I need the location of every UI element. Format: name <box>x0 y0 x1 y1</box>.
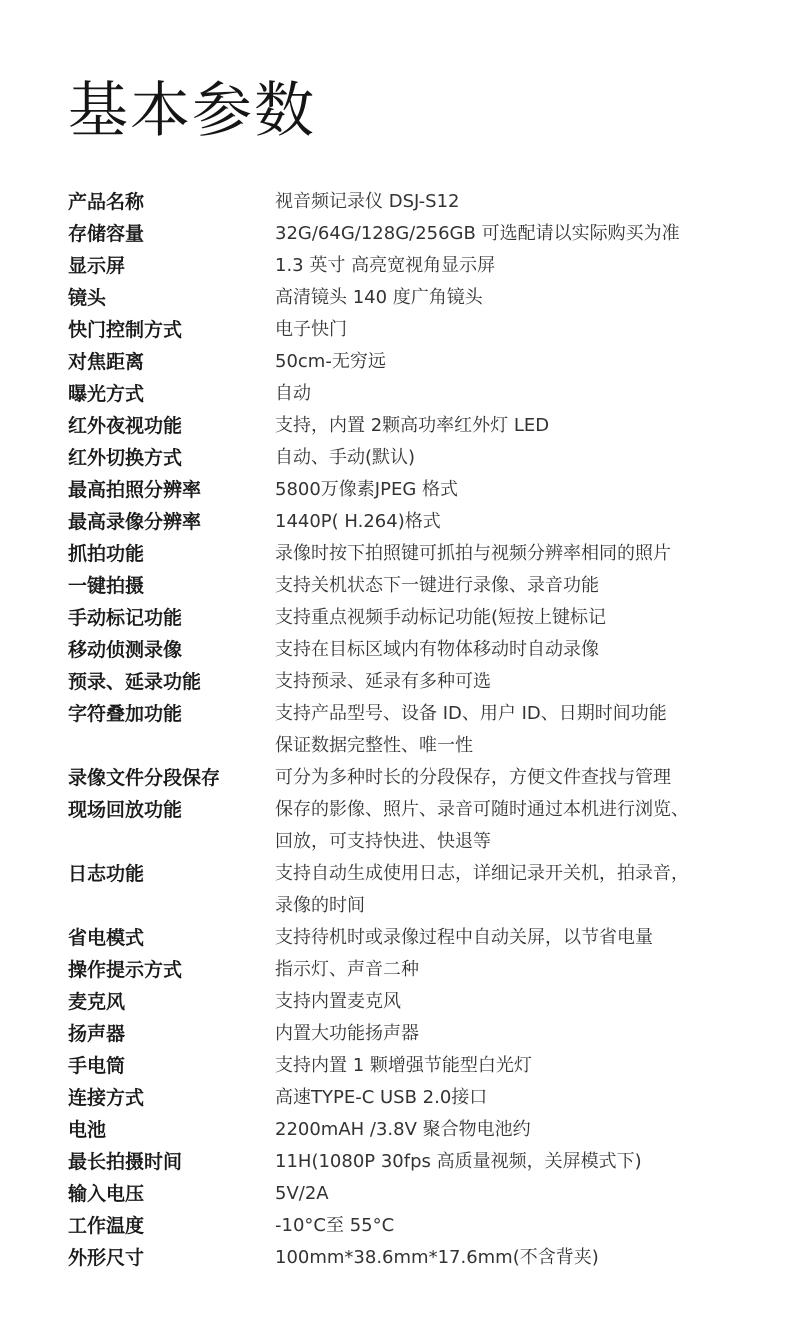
spec-value-line: 自动、手动(默认) <box>275 447 416 468</box>
spec-value-line: 支持在目标区域内有物体移动时自动录像 <box>275 639 599 660</box>
spec-value-line: 50cm-无穷远 <box>275 351 386 372</box>
spec-value <box>275 1178 748 1210</box>
spec-value <box>275 698 748 762</box>
spec-value-line: 5V/2A <box>275 1183 329 1204</box>
spec-row <box>68 922 748 954</box>
spec-value-line: 内置大功能扬声器 <box>275 1023 419 1044</box>
spec-value <box>275 666 748 698</box>
spec-label: 抓拍功能 <box>68 543 145 565</box>
spec-value-line: 保证数据完整性、唯一性 <box>275 735 473 756</box>
spec-value-line: 100mm*38.6mm*17.6mm(不含背夹) <box>275 1247 599 1268</box>
spec-value-line: 电子快门 <box>275 319 347 340</box>
spec-value <box>275 794 748 858</box>
spec-value-line: 保存的影像、照片、录音可随时通过本机进行浏览、 <box>275 799 689 820</box>
spec-value <box>275 346 748 378</box>
spec-label: 红外夜视功能 <box>68 415 183 437</box>
spec-value <box>275 1242 748 1274</box>
spec-label: 输入电压 <box>68 1183 145 1205</box>
spec-value <box>275 378 748 410</box>
spec-row <box>68 986 748 1018</box>
spec-row <box>68 410 748 442</box>
spec-value <box>275 218 748 250</box>
spec-row <box>68 954 748 986</box>
spec-value-line: 高速TYPE-C USB 2.0接口 <box>275 1087 488 1108</box>
spec-value <box>275 474 748 506</box>
spec-label: 快门控制方式 <box>68 319 183 341</box>
spec-label: 手动标记功能 <box>68 607 183 629</box>
spec-label: 电池 <box>68 1119 107 1141</box>
spec-value <box>275 570 748 602</box>
spec-value <box>275 506 748 538</box>
spec-value-line: 支持重点视频手动标记功能(短按上键标记 <box>275 607 607 628</box>
spec-row <box>68 794 748 858</box>
spec-label: 录像文件分段保存 <box>68 767 221 789</box>
spec-row <box>68 1082 748 1114</box>
spec-row <box>68 378 748 410</box>
spec-label: 操作提示方式 <box>68 959 183 981</box>
spec-value-line: 1.3 英寸 高亮宽视角显示屏 <box>275 255 496 276</box>
spec-row <box>68 250 748 282</box>
spec-value <box>275 634 748 666</box>
spec-label: 连接方式 <box>68 1087 145 1109</box>
spec-row <box>68 218 748 250</box>
spec-row <box>68 346 748 378</box>
spec-label: 一键拍摄 <box>68 575 145 597</box>
spec-label: 麦克风 <box>68 991 126 1013</box>
spec-value-line: 支持内置 1 颗增强节能型白光灯 <box>275 1055 532 1076</box>
spec-value <box>275 1114 748 1146</box>
spec-row <box>68 602 748 634</box>
spec-row <box>68 442 748 474</box>
spec-row <box>68 1178 748 1210</box>
spec-label: 扬声器 <box>68 1023 126 1045</box>
spec-value <box>275 762 748 794</box>
spec-label: 对焦距离 <box>68 351 145 373</box>
spec-value-line: 支持产品型号、设备 ID、用户 ID、日期时间功能 <box>275 703 667 724</box>
spec-value <box>275 442 748 474</box>
spec-value <box>275 602 748 634</box>
spec-table <box>68 186 748 1274</box>
spec-row <box>68 1242 748 1274</box>
spec-value-line: 支持，内置 2颗高功率红外灯 LED <box>275 415 550 436</box>
spec-row <box>68 186 748 218</box>
spec-label: 移动侦测录像 <box>68 639 183 661</box>
spec-value <box>275 1018 748 1050</box>
spec-value <box>275 986 748 1018</box>
spec-value-line: -10°C至 55°C <box>275 1215 395 1236</box>
spec-label: 外形尺寸 <box>68 1247 145 1269</box>
spec-value-line: 2200mAH /3.8V 聚合物电池约 <box>275 1119 531 1140</box>
spec-value <box>275 858 748 922</box>
spec-value-line: 自动 <box>275 383 311 404</box>
spec-label: 最高拍照分辨率 <box>68 479 202 501</box>
spec-row <box>68 698 748 762</box>
spec-label: 镜头 <box>68 287 107 309</box>
spec-value-line: 视音频记录仪 DSJ-S12 <box>275 191 460 212</box>
spec-value <box>275 314 748 346</box>
spec-label: 工作温度 <box>68 1215 145 1237</box>
spec-row <box>68 1146 748 1178</box>
spec-row <box>68 474 748 506</box>
spec-row <box>68 538 748 570</box>
spec-row <box>68 634 748 666</box>
spec-label: 产品名称 <box>68 191 145 213</box>
page-title: 基本参数 <box>68 76 316 146</box>
spec-label: 红外切换方式 <box>68 447 183 469</box>
spec-value-line: 录像时按下拍照键可抓拍与视频分辨率相同的照片 <box>275 543 671 564</box>
spec-label: 字符叠加功能 <box>68 703 183 725</box>
spec-label: 手电筒 <box>68 1055 126 1077</box>
spec-value <box>275 1210 748 1242</box>
spec-value-line: 录像的时间 <box>275 895 365 916</box>
spec-row <box>68 314 748 346</box>
spec-row <box>68 666 748 698</box>
spec-value <box>275 1146 748 1178</box>
spec-row <box>68 1114 748 1146</box>
spec-label: 最长拍摄时间 <box>68 1151 183 1173</box>
spec-label: 最高录像分辨率 <box>68 511 202 533</box>
spec-value-line: 可分为多种时长的分段保存，方便文件查找与管理 <box>275 767 671 788</box>
spec-value <box>275 538 748 570</box>
spec-label: 日志功能 <box>68 863 145 885</box>
spec-value-line: 11H(1080P 30fps 高质量视频，关屏模式下) <box>275 1151 642 1172</box>
spec-row <box>68 282 748 314</box>
spec-value <box>275 186 748 218</box>
spec-value-line: 支持预录、延录有多种可选 <box>275 671 491 692</box>
spec-row <box>68 1018 748 1050</box>
spec-label: 显示屏 <box>68 255 126 277</box>
spec-label: 曝光方式 <box>68 383 145 405</box>
spec-label: 现场回放功能 <box>68 799 183 821</box>
spec-label: 存储容量 <box>68 223 145 245</box>
spec-value-line: 1440P( H.264)格式 <box>275 511 441 532</box>
spec-value-line: 支持关机状态下一键进行录像、录音功能 <box>275 575 599 596</box>
spec-row <box>68 1210 748 1242</box>
spec-value <box>275 410 748 442</box>
spec-label: 预录、延录功能 <box>68 671 202 693</box>
spec-value-line: 支持自动生成使用日志，详细记录开关机，拍录音， <box>275 863 689 884</box>
spec-value <box>275 1082 748 1114</box>
spec-row <box>68 506 748 538</box>
spec-value-line: 支持待机时或录像过程中自动关屏，以节省电量 <box>275 927 653 948</box>
spec-value-line: 指示灯、声音二种 <box>275 959 419 980</box>
spec-value-line: 5800万像素JPEG 格式 <box>275 479 459 500</box>
spec-row <box>68 570 748 602</box>
spec-label: 省电模式 <box>68 927 145 949</box>
spec-value <box>275 954 748 986</box>
spec-value-line: 支持内置麦克风 <box>275 991 401 1012</box>
spec-value-line: 高清镜头 140 度广角镜头 <box>275 287 483 308</box>
spec-row <box>68 858 748 922</box>
spec-row <box>68 762 748 794</box>
spec-value-line: 32G/64G/128G/256GB 可选配请以实际购买为准 <box>275 223 680 244</box>
spec-value <box>275 250 748 282</box>
spec-row <box>68 1050 748 1082</box>
spec-value <box>275 922 748 954</box>
spec-value <box>275 282 748 314</box>
spec-value <box>275 1050 748 1082</box>
spec-value-line: 回放，可支持快进、快退等 <box>275 831 491 852</box>
